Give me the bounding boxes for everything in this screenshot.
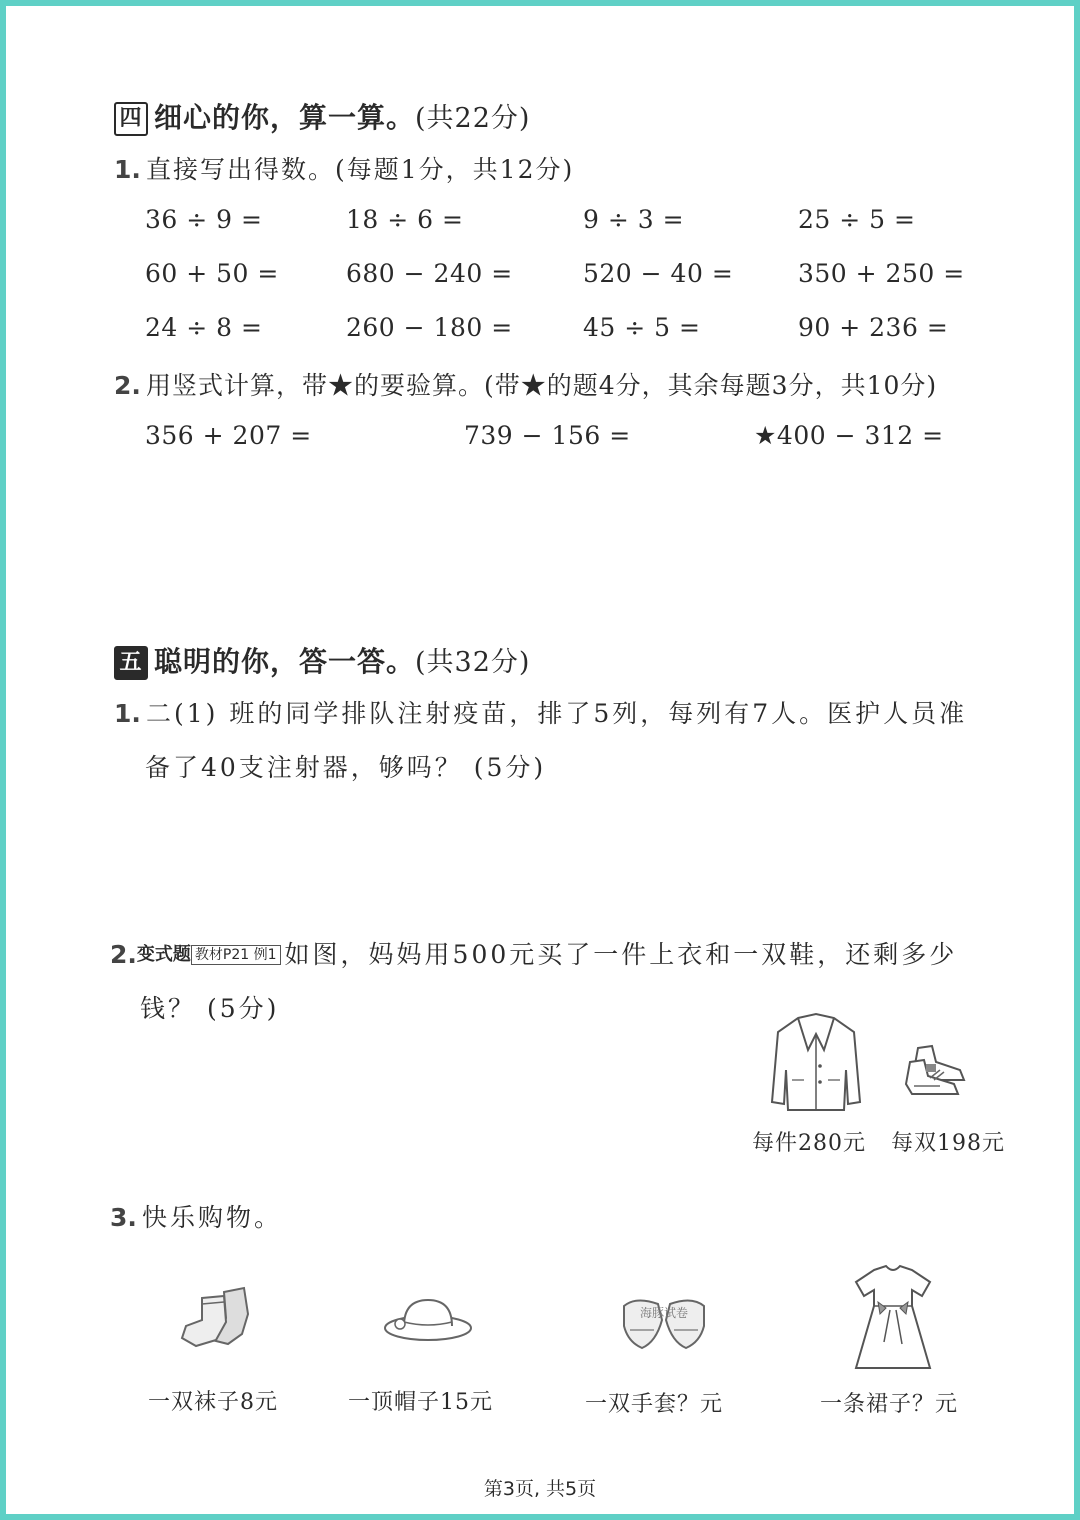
equation: 60 + 50 = [145,259,279,288]
equation: 25 ÷ 5 = [798,205,916,234]
question-number: 1. [114,699,141,728]
section-5-title [114,640,530,680]
textbook-ref-tag: 教材P21 例1 [191,945,281,965]
equation: 90 + 236 = [798,313,949,342]
equation: 45 ÷ 5 = [583,313,701,342]
question-5-2 [110,935,957,971]
section-4-score: (共22分) [415,103,531,134]
equation: 36 ÷ 9 = [145,205,263,234]
gloves-icon [616,1290,712,1352]
question-text-line1: 如图，妈妈用500元买了一件上衣和一双鞋，还剩多少 [284,940,958,969]
vertical-calc-item: ★400 − 312 = [754,421,944,450]
equation: 260 − 180 = [346,313,513,342]
equation: 24 ÷ 8 = [145,313,263,342]
equation: 520 − 40 = [583,259,734,288]
section-5-badge: 五 [114,646,148,680]
item-label-hat: 一顶帽子15元 [348,1390,493,1415]
item-label-gloves: 一双手套？元 [585,1392,724,1417]
section-4-badge: 四 [114,102,148,136]
item-label-dress: 一条裙子？元 [820,1392,959,1417]
watermark-text: 海豚试卷 [640,1306,689,1320]
question-4-1 [114,150,574,186]
question-text: 用竖式计算，带★的要验算。(带★的题4分，其余每题3分，共10分) [146,371,938,400]
vertical-calc-item: 356 + 207 = [145,421,312,450]
question-5-1 [114,694,967,730]
socks-icon [172,1284,262,1354]
question-text: 直接写出得数。(每题1分，共12分) [146,155,575,184]
question-text-line1: 二(1) 班的同学排队注射疫苗，排了5列，每列有7人。医护人员准 [146,699,968,728]
jacket-price: 每件280元 [752,1131,866,1156]
section-5-heading: 聪明的你，答一答。 [154,645,416,678]
hat-icon [382,1294,474,1344]
question-text-line2: 钱？ (5分) [140,994,280,1023]
jacket-icon [768,1010,864,1116]
equation: 350 + 250 = [798,259,965,288]
question-text: 快乐购物。 [142,1203,283,1232]
equation: 18 ÷ 6 = [346,205,464,234]
dress-icon [850,1262,936,1374]
equation: 680 − 240 = [346,259,513,288]
question-number: 2. [110,940,137,969]
question-5-3 [110,1198,282,1234]
question-number: 1. [114,155,141,184]
question-text-line2: 备了40支注射器，够吗？ (5分) [145,753,547,782]
equation: 9 ÷ 3 = [583,205,685,234]
question-4-2 [114,366,937,402]
question-number: 2. [114,371,141,400]
shoes-price: 每双198元 [891,1131,1005,1156]
variant-tag: 变式题 [136,944,191,965]
vertical-calc-item: 739 − 156 = [464,421,631,450]
item-label-socks: 一双袜子8元 [148,1390,278,1415]
page-footer: 第3页, 共5页 [483,1478,597,1500]
shoes-icon [900,1040,974,1100]
question-number: 3. [110,1203,137,1232]
section-4-title [114,96,530,136]
section-5-score: (共32分) [415,647,531,678]
section-4-heading: 细心的你，算一算。 [154,101,416,134]
